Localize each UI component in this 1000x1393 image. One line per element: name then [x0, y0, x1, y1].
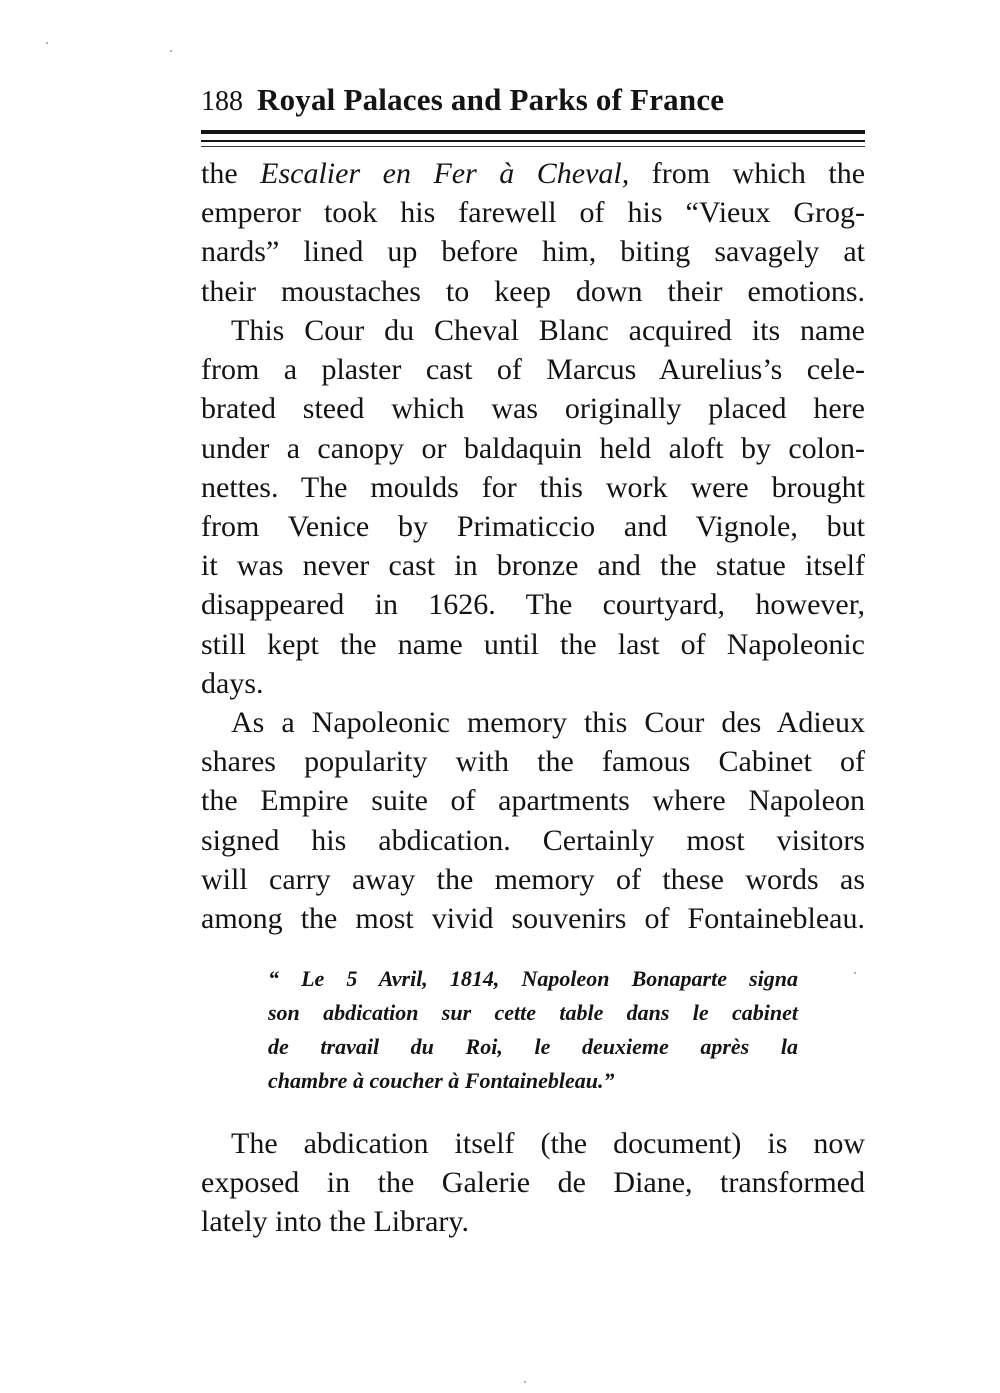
- text-line: exposed in the Galerie de Diane, transformed: [201, 1166, 865, 1200]
- header-rule-thick: [201, 130, 865, 134]
- paragraph-3: [201, 703, 865, 938]
- text-line: will carry away the memory of these words as: [201, 862, 865, 896]
- text-line: their moustaches to keep down their emotions.: [201, 274, 865, 308]
- paragraph-2: [201, 311, 865, 703]
- line-end: from which the: [629, 157, 866, 190]
- header-rule-thin: [201, 140, 865, 142]
- text-line: [201, 154, 865, 193]
- quote-line: chambre à coucher à Fontainebleau.”: [268, 1068, 615, 1093]
- text-line: it was never cast in bronze and the statue itself: [201, 549, 865, 583]
- text-line: among the most vivid souvenirs of Fontainebleau.: [201, 901, 865, 935]
- block-quote: [268, 962, 798, 1098]
- quote-line: de travail du Roi, le deuxieme après la: [268, 1034, 798, 1059]
- quote-line: son abdication sur cette table dans le cabinet: [268, 1000, 798, 1025]
- text-line: disappeared in 1626. The courtyard, however,: [201, 588, 865, 622]
- text-line: lately into the Library.: [201, 1205, 469, 1239]
- text-line: This Cour du Cheval Blanc acquired its name: [231, 314, 865, 347]
- italic-phrase: Escalier en Fer à Cheval,: [260, 157, 630, 190]
- scan-speck: [170, 50, 172, 52]
- text-line: As a Napoleonic memory this Cour des Adieux: [231, 706, 865, 739]
- page-header: [201, 82, 865, 128]
- text-line: brated steed which was originally placed here: [201, 392, 865, 426]
- text-line: emperor took his farewell of his “Vieux Grog-: [201, 196, 865, 230]
- text-line: shares popularity with the famous Cabinet of: [201, 745, 865, 779]
- text-line: nettes. The moulds for this work were brought: [201, 470, 865, 504]
- text-line: still kept the name until the last of Napoleonic: [201, 627, 865, 661]
- page-number: 188: [201, 86, 243, 117]
- text-line: from a plaster cast of Marcus Aurelius’s cele-: [201, 353, 865, 387]
- text-line: The abdication itself (the document) is now: [231, 1127, 865, 1160]
- header-rule-hairline: [201, 146, 865, 147]
- text-line: from Venice by Primaticcio and Vignole, but: [201, 509, 865, 543]
- quote-line: “ Le 5 Avril, 1814, Napoleon Bonaparte signa: [268, 966, 798, 991]
- text-line: under a canopy or baldaquin held aloft by colon-: [201, 431, 865, 465]
- text-line: signed his abdication. Certainly most visitors: [201, 823, 865, 857]
- line-start: the: [201, 157, 261, 190]
- text-line: the Empire suite of apartments where Napoleon: [201, 784, 865, 818]
- paragraph-4: [201, 1124, 865, 1242]
- paragraph-1: [201, 154, 865, 311]
- text-line: days.: [201, 666, 264, 700]
- text-line: nards” lined up before him, biting savagely at: [201, 235, 865, 269]
- scan-speck: [524, 1381, 526, 1383]
- scan-speck: [46, 42, 48, 44]
- running-title: Royal Palaces and Parks of France: [257, 82, 725, 117]
- scan-speck: [854, 972, 856, 974]
